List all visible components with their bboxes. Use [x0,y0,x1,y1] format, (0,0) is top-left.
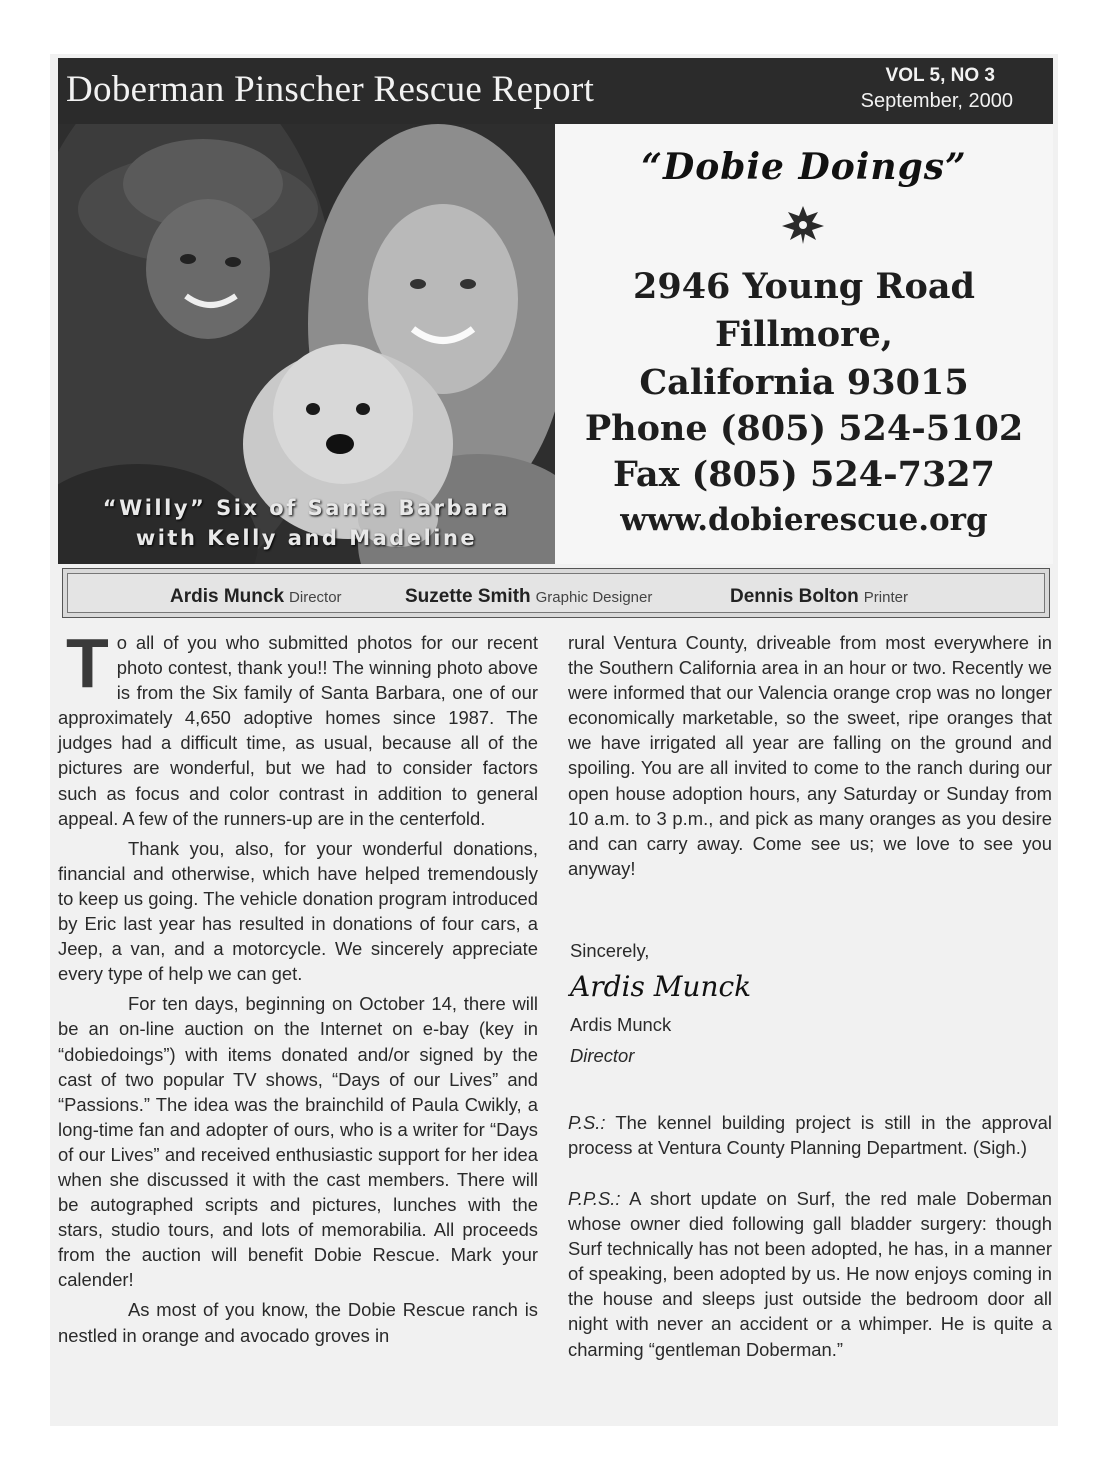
signer-name: Ardis Munck [570,1014,672,1035]
paragraph-3: For ten days, beginning on October 14, there will be an on-line auction on the Internet on e-bay (key in “dobiedoings”) with items donated and/or signed by the cast of two popular TV shows, “Days of our Lives” and “Passions.” The idea was the brainchild of Paula Cwikly, a long-time fan and adopter of ours, who is a writer for “Days of our Lives” and received enthusiastic support for her idea when she discussed it with the cast members. There will be autographed scripts and pictures, lunches with the stars, studio tours, and lots of memorabilia. All proceeds from the auction will benefit Dobie Rescue. Mark your calender! [58,993,538,1291]
photo-caption-line1: “Willy” Six of Santa Barbara [102,496,511,520]
letter-left-column [58,624,538,1348]
leaf-ornament-icon [780,204,826,246]
credit-printer: Dennis Bolton Printer [730,586,908,607]
volume-number: VOL 5, NO 3 [885,65,995,86]
credit-director: Ardis Munck Director [170,586,342,607]
paragraph-5: rural Ventura County, driveable from most everywhere in the Southern California area in an hour or two. Recently we were informed that our Valencia orange crop was no longer economically marketable, so the sweet, ripe oranges that we have irrigated all year are falling on the ground and spoiling. You are all invited to come to the ranch during our open house adoption hours, any Saturday or Sunday from 10 a.m. to 3 p.m., and pick as many oranges as you desire and can carry away. Come see us; we love to see you anyway! [568,632,1052,879]
letter-right-column [568,630,1052,881]
credit-graphic-designer: Suzette Smith Graphic Designer [405,586,653,607]
postscript: P.S.: The kennel building project is still in the approval process at Ventura County Planning Department. (Sigh.) [568,1112,1052,1159]
drop-cap: T [66,624,109,702]
website-url: www.dobierescue.org [620,502,988,538]
newsletter-name: “Dobie Doings” [641,146,967,188]
issue-date: September, 2000 [860,90,1013,112]
fax-number: Fax (805) 524-7327 [612,454,996,495]
paragraph-2: Thank you, also, for your wonderful donations, financial and otherwise, which have helped tremendously to keep us going. The vehicle donation program introduced by Eric last year has resulted in donations of four cars, a Jeep, a van, and a motorcycle. We sincerely appreciate every type of help we can get. [58,837,538,985]
post-postscript: P.P.S.: A short update on Surf, the red male Doberman whose owner died following gall bladder surgery: though Surf technically has not been adopted, he has, in a manner of speaking, been adopted by us. He now enjoys coming in the house and sleeps just outside the bedroom door all night with never an accident or a whimper. He is quite a charming “gentleman Doberman.” [568,1188,1052,1360]
masthead [58,58,1053,124]
winning-photo [58,124,555,564]
contact-panel [555,124,1053,564]
credits-bar [62,568,1050,618]
signer-title: Director [570,1045,635,1066]
photo-caption-line2: with Kelly and Madeline [135,526,478,550]
city: Fillmore, [714,314,893,355]
paragraph-4: As most of you know, the Dobie Rescue ranch is nestled in orange and avocado groves in [58,1299,538,1346]
street-address: 2946 Young Road [632,266,976,307]
newsletter-title: Doberman Pinscher Rescue Report [66,69,595,110]
paragraph-1: To all of you who submitted photos for our recent photo contest, thank you!! The winning photo above is from the Six family of Santa Barbara, one of our approximately 4,650 adoptive homes since 1987. The judges had a difficult time, as usual, because all of the pictures are wonderful, but we had to consider factors such as focus and color contrast in addition to general appeal. A few of the runners-up are in the centerfold. [58,624,538,829]
state-zip: California 93015 [639,362,969,403]
phone-number: Phone (805) 524-5102 [584,408,1024,449]
signature: Ardis Munck [570,970,752,1003]
closing: Sincerely, [570,940,650,961]
